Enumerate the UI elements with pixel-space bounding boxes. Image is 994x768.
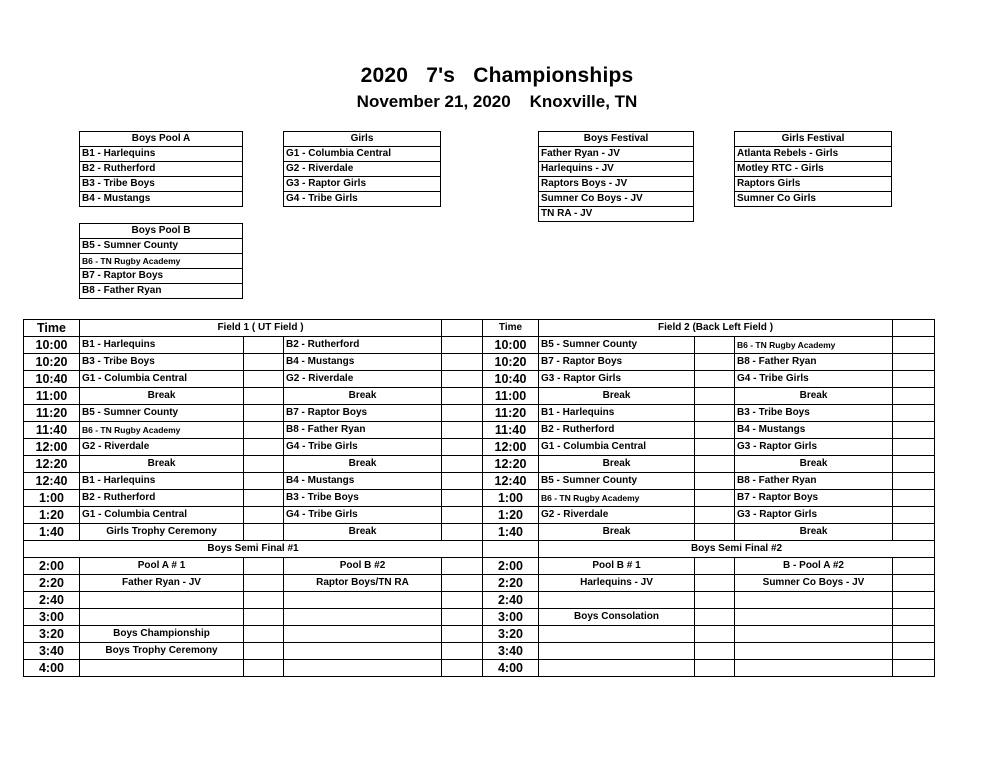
- field2-match-b: B8 - Father Ryan: [735, 473, 893, 490]
- field2-match-b: B3 - Tribe Boys: [735, 405, 893, 422]
- time-cell: 12:00: [483, 439, 539, 456]
- pool-title: Girls: [284, 132, 441, 147]
- event-date: November 21, 2020: [356, 92, 511, 111]
- empty-cell: [442, 473, 483, 490]
- pool-team: G1 - Columbia Central: [284, 147, 441, 162]
- field1-match-a: Pool A # 1: [80, 558, 244, 575]
- time-cell: 2:00: [24, 558, 80, 575]
- empty-cell: [244, 371, 284, 388]
- field2-match-a: B6 - TN Rugby Academy: [539, 490, 695, 507]
- time-cell: 10:40: [483, 371, 539, 388]
- time-cell: 1:40: [24, 524, 80, 541]
- time-cell: 3:40: [483, 643, 539, 660]
- empty-cell: [442, 609, 483, 626]
- empty-cell: [695, 371, 735, 388]
- empty-cell: [442, 490, 483, 507]
- empty-cell: [695, 592, 735, 609]
- field2-match-a: G3 - Raptor Girls: [539, 371, 695, 388]
- field2-match-b: B4 - Mustangs: [735, 422, 893, 439]
- event-subtitle: [0, 92, 994, 112]
- field1-match-b: B3 - Tribe Boys: [284, 490, 442, 507]
- schedule-row: [24, 660, 935, 677]
- field1-match-b: Raptor Boys/TN RA: [284, 575, 442, 592]
- empty-cell: [442, 422, 483, 439]
- empty-cell: [442, 405, 483, 422]
- empty-cell: [893, 643, 935, 660]
- empty-cell: [893, 609, 935, 626]
- time-cell: 11:00: [483, 388, 539, 405]
- schedule-row: [24, 405, 935, 422]
- time-cell: 3:40: [24, 643, 80, 660]
- empty-cell: [893, 371, 935, 388]
- field2-match-a: [539, 660, 695, 677]
- schedule-row: [24, 337, 935, 354]
- schedule-row: [24, 422, 935, 439]
- empty-cell: [442, 354, 483, 371]
- event-location: Knoxville, TN: [529, 92, 638, 111]
- field1-match-a: Break: [80, 388, 244, 405]
- time-cell: 11:20: [483, 405, 539, 422]
- event-title: [0, 64, 994, 88]
- schedule-row: [24, 439, 935, 456]
- time-cell: 12:20: [24, 456, 80, 473]
- field2-match-a: [539, 592, 695, 609]
- empty-cell: [893, 473, 935, 490]
- empty-cell: [442, 439, 483, 456]
- schedule-row: [24, 371, 935, 388]
- time-cell: 11:40: [483, 422, 539, 439]
- schedule-table: [23, 319, 935, 677]
- time-cell: 4:00: [483, 660, 539, 677]
- field2-match-b: Break: [735, 388, 893, 405]
- schedule-header-row: [24, 320, 935, 337]
- empty-cell: [442, 524, 483, 541]
- field1-match-a: Boys Championship: [80, 626, 244, 643]
- empty-cell: [695, 439, 735, 456]
- field1-match-b: B2 - Rutherford: [284, 337, 442, 354]
- schedule-row: [24, 456, 935, 473]
- empty-cell: [442, 337, 483, 354]
- field2-header: Field 2 (Back Left Field ): [539, 320, 893, 337]
- time-cell: 11:40: [24, 422, 80, 439]
- time-cell: 2:00: [483, 558, 539, 575]
- pool-team: B5 - Sumner County: [80, 239, 243, 254]
- empty-cell: [695, 473, 735, 490]
- empty-cell: [442, 388, 483, 405]
- empty-cell: [695, 507, 735, 524]
- field1-match-b: B4 - Mustangs: [284, 354, 442, 371]
- empty-cell: [244, 405, 284, 422]
- pool-team: B8 - Father Ryan: [80, 284, 243, 299]
- pool-table-boys-a: [79, 131, 243, 207]
- time-cell: 12:40: [24, 473, 80, 490]
- empty-cell: [695, 660, 735, 677]
- empty-cell: [442, 575, 483, 592]
- time-cell: 3:00: [24, 609, 80, 626]
- pool-title: Boys Pool A: [80, 132, 243, 147]
- field1-match-b: Break: [284, 456, 442, 473]
- time-header-2: Time: [483, 320, 539, 337]
- pool-team: G4 - Tribe Girls: [284, 192, 441, 207]
- time-cell: 1:40: [483, 524, 539, 541]
- empty-cell: [695, 626, 735, 643]
- schedule-row: [24, 643, 935, 660]
- pool-table-girls: [283, 131, 441, 207]
- pool-title: Boys Pool B: [80, 224, 243, 239]
- empty-cell: [244, 575, 284, 592]
- empty-cell: [893, 337, 935, 354]
- time-cell: 10:40: [24, 371, 80, 388]
- pool-team: Raptors Boys - JV: [539, 177, 694, 192]
- field1-match-a: B1 - Harlequins: [80, 337, 244, 354]
- field2-match-a: B2 - Rutherford: [539, 422, 695, 439]
- empty-cell: [244, 558, 284, 575]
- field1-match-b: [284, 609, 442, 626]
- empty-cell: [893, 660, 935, 677]
- time-cell: 3:00: [483, 609, 539, 626]
- time-cell: 11:00: [24, 388, 80, 405]
- semi-final-row: [24, 541, 935, 558]
- field1-match-a: B5 - Sumner County: [80, 405, 244, 422]
- field1-match-b: B7 - Raptor Boys: [284, 405, 442, 422]
- empty-cell: [442, 371, 483, 388]
- empty-cell: [893, 456, 935, 473]
- empty-cell: [893, 354, 935, 371]
- empty-cell: [695, 524, 735, 541]
- schedule-row: [24, 558, 935, 575]
- field2-match-b: G3 - Raptor Girls: [735, 439, 893, 456]
- pool-team: B7 - Raptor Boys: [80, 269, 243, 284]
- empty-cell: [695, 456, 735, 473]
- empty-cell: [442, 320, 483, 337]
- empty-cell: [893, 575, 935, 592]
- pool-team: Sumner Co Boys - JV: [539, 192, 694, 207]
- field1-match-a: G1 - Columbia Central: [80, 507, 244, 524]
- field2-match-a: Pool B # 1: [539, 558, 695, 575]
- empty-cell: [244, 660, 284, 677]
- pool-team: G3 - Raptor Girls: [284, 177, 441, 192]
- field2-match-b: [735, 592, 893, 609]
- empty-cell: [244, 473, 284, 490]
- empty-cell: [244, 456, 284, 473]
- pool-team: Motley RTC - Girls: [735, 162, 892, 177]
- empty-cell: [442, 456, 483, 473]
- field1-match-b: B8 - Father Ryan: [284, 422, 442, 439]
- pool-team: Raptors Girls: [735, 177, 892, 192]
- field1-match-a: [80, 660, 244, 677]
- empty-cell: [244, 592, 284, 609]
- field1-match-a: B6 - TN Rugby Academy: [80, 422, 244, 439]
- schedule-row: [24, 507, 935, 524]
- time-cell: 2:20: [24, 575, 80, 592]
- field2-match-b: B - Pool A #2: [735, 558, 893, 575]
- schedule-row: [24, 354, 935, 371]
- empty-cell: [244, 524, 284, 541]
- field2-match-a: B5 - Sumner County: [539, 337, 695, 354]
- empty-cell: [893, 507, 935, 524]
- field2-match-b: [735, 609, 893, 626]
- empty-cell: [442, 592, 483, 609]
- field1-match-a: G1 - Columbia Central: [80, 371, 244, 388]
- field2-match-a: B7 - Raptor Boys: [539, 354, 695, 371]
- time-cell: 2:20: [483, 575, 539, 592]
- empty-cell: [893, 490, 935, 507]
- field1-match-a: Break: [80, 456, 244, 473]
- empty-cell: [893, 405, 935, 422]
- field1-match-b: [284, 660, 442, 677]
- schedule-row: [24, 388, 935, 405]
- field2-match-a: G2 - Riverdale: [539, 507, 695, 524]
- field1-match-b: Break: [284, 388, 442, 405]
- time-cell: 1:20: [24, 507, 80, 524]
- empty-cell: [695, 405, 735, 422]
- empty-cell: [695, 354, 735, 371]
- empty-cell: [244, 609, 284, 626]
- time-cell: 10:20: [24, 354, 80, 371]
- field2-match-a: [539, 643, 695, 660]
- field2-match-b: [735, 660, 893, 677]
- empty-cell: [244, 354, 284, 371]
- field2-match-b: Break: [735, 456, 893, 473]
- semi-final-2-label: Boys Semi Final #2: [539, 541, 935, 558]
- empty-cell: [442, 626, 483, 643]
- field2-match-a: Break: [539, 456, 695, 473]
- pool-team: TN RA - JV: [539, 207, 694, 222]
- pool-team: B1 - Harlequins: [80, 147, 243, 162]
- field2-match-a: B5 - Sumner County: [539, 473, 695, 490]
- empty-cell: [695, 388, 735, 405]
- schedule-row: [24, 626, 935, 643]
- time-cell: 12:00: [24, 439, 80, 456]
- time-header: Time: [24, 320, 80, 337]
- empty-cell: [695, 422, 735, 439]
- pool-title: Girls Festival: [735, 132, 892, 147]
- event-title-year: 2020: [360, 64, 409, 87]
- field2-match-b: Sumner Co Boys - JV: [735, 575, 893, 592]
- empty-cell: [893, 422, 935, 439]
- time-cell: 1:00: [483, 490, 539, 507]
- empty-cell: [695, 609, 735, 626]
- field2-match-a: Harlequins - JV: [539, 575, 695, 592]
- field1-match-b: G4 - Tribe Girls: [284, 507, 442, 524]
- schedule-body: [24, 320, 935, 677]
- field2-match-b: Break: [735, 524, 893, 541]
- empty-cell: [893, 626, 935, 643]
- field2-match-b: B6 - TN Rugby Academy: [735, 337, 893, 354]
- pool-table-boys-b: [79, 223, 243, 299]
- field1-match-a: B2 - Rutherford: [80, 490, 244, 507]
- pool-team: B4 - Mustangs: [80, 192, 243, 207]
- time-cell: 12:40: [483, 473, 539, 490]
- schedule-row: [24, 473, 935, 490]
- pool-table-girls-festival: [734, 131, 892, 207]
- empty-cell: [244, 388, 284, 405]
- time-cell: 4:00: [24, 660, 80, 677]
- field2-match-b: B8 - Father Ryan: [735, 354, 893, 371]
- pool-team: Father Ryan - JV: [539, 147, 694, 162]
- time-cell: 10:20: [483, 354, 539, 371]
- pool-table-boys-festival: [538, 131, 694, 222]
- time-cell: 2:40: [483, 592, 539, 609]
- time-cell: 3:20: [483, 626, 539, 643]
- schedule-row: [24, 490, 935, 507]
- pool-team: B6 - TN Rugby Academy: [80, 254, 243, 269]
- field2-match-b: [735, 643, 893, 660]
- field1-header: Field 1 ( UT Field ): [80, 320, 442, 337]
- field2-match-b: G4 - Tribe Girls: [735, 371, 893, 388]
- time-cell: 2:40: [24, 592, 80, 609]
- field2-match-b: G3 - Raptor Girls: [735, 507, 893, 524]
- empty-cell: [893, 524, 935, 541]
- empty-cell: [893, 592, 935, 609]
- field2-match-b: B7 - Raptor Boys: [735, 490, 893, 507]
- field1-match-a: Father Ryan - JV: [80, 575, 244, 592]
- time-cell: 10:00: [24, 337, 80, 354]
- field1-match-a: B3 - Tribe Boys: [80, 354, 244, 371]
- field2-match-a: B1 - Harlequins: [539, 405, 695, 422]
- empty-cell: [483, 541, 539, 558]
- pool-team: B2 - Rutherford: [80, 162, 243, 177]
- field1-match-a: [80, 609, 244, 626]
- time-cell: 10:00: [483, 337, 539, 354]
- field1-match-a: G2 - Riverdale: [80, 439, 244, 456]
- empty-cell: [695, 337, 735, 354]
- schedule-row: [24, 609, 935, 626]
- field1-match-a: Girls Trophy Ceremony: [80, 524, 244, 541]
- empty-cell: [893, 320, 935, 337]
- event-title-name: 7's Championships: [426, 64, 634, 87]
- pool-team: Sumner Co Girls: [735, 192, 892, 207]
- empty-cell: [244, 490, 284, 507]
- empty-cell: [442, 507, 483, 524]
- time-cell: 1:20: [483, 507, 539, 524]
- field2-match-a: Boys Consolation: [539, 609, 695, 626]
- empty-cell: [893, 388, 935, 405]
- pool-title: Boys Festival: [539, 132, 694, 147]
- empty-cell: [244, 643, 284, 660]
- field1-match-a: [80, 592, 244, 609]
- field1-match-a: Boys Trophy Ceremony: [80, 643, 244, 660]
- empty-cell: [893, 558, 935, 575]
- empty-cell: [695, 490, 735, 507]
- time-cell: 3:20: [24, 626, 80, 643]
- empty-cell: [695, 575, 735, 592]
- empty-cell: [442, 558, 483, 575]
- empty-cell: [244, 626, 284, 643]
- empty-cell: [244, 439, 284, 456]
- field1-match-b: Break: [284, 524, 442, 541]
- field2-match-a: Break: [539, 524, 695, 541]
- field1-match-a: B1 - Harlequins: [80, 473, 244, 490]
- empty-cell: [695, 558, 735, 575]
- field1-match-b: Pool B #2: [284, 558, 442, 575]
- schedule-row: [24, 592, 935, 609]
- empty-cell: [893, 439, 935, 456]
- empty-cell: [244, 337, 284, 354]
- field2-match-b: [735, 626, 893, 643]
- field1-match-b: [284, 592, 442, 609]
- pool-team: Atlanta Rebels - Girls: [735, 147, 892, 162]
- field2-match-a: G1 - Columbia Central: [539, 439, 695, 456]
- empty-cell: [695, 643, 735, 660]
- schedule-row: [24, 524, 935, 541]
- time-cell: 1:00: [24, 490, 80, 507]
- field1-match-b: [284, 643, 442, 660]
- semi-final-1-label: Boys Semi Final #1: [24, 541, 483, 558]
- empty-cell: [442, 643, 483, 660]
- field2-match-a: [539, 626, 695, 643]
- pool-team: Harlequins - JV: [539, 162, 694, 177]
- empty-cell: [442, 660, 483, 677]
- pool-team: B3 - Tribe Boys: [80, 177, 243, 192]
- schedule-row: [24, 575, 935, 592]
- pool-team: G2 - Riverdale: [284, 162, 441, 177]
- field2-match-a: Break: [539, 388, 695, 405]
- time-cell: 11:20: [24, 405, 80, 422]
- empty-cell: [244, 507, 284, 524]
- field1-match-b: G2 - Riverdale: [284, 371, 442, 388]
- field1-match-b: B4 - Mustangs: [284, 473, 442, 490]
- empty-cell: [244, 422, 284, 439]
- field1-match-b: G4 - Tribe Girls: [284, 439, 442, 456]
- time-cell: 12:20: [483, 456, 539, 473]
- field1-match-b: [284, 626, 442, 643]
